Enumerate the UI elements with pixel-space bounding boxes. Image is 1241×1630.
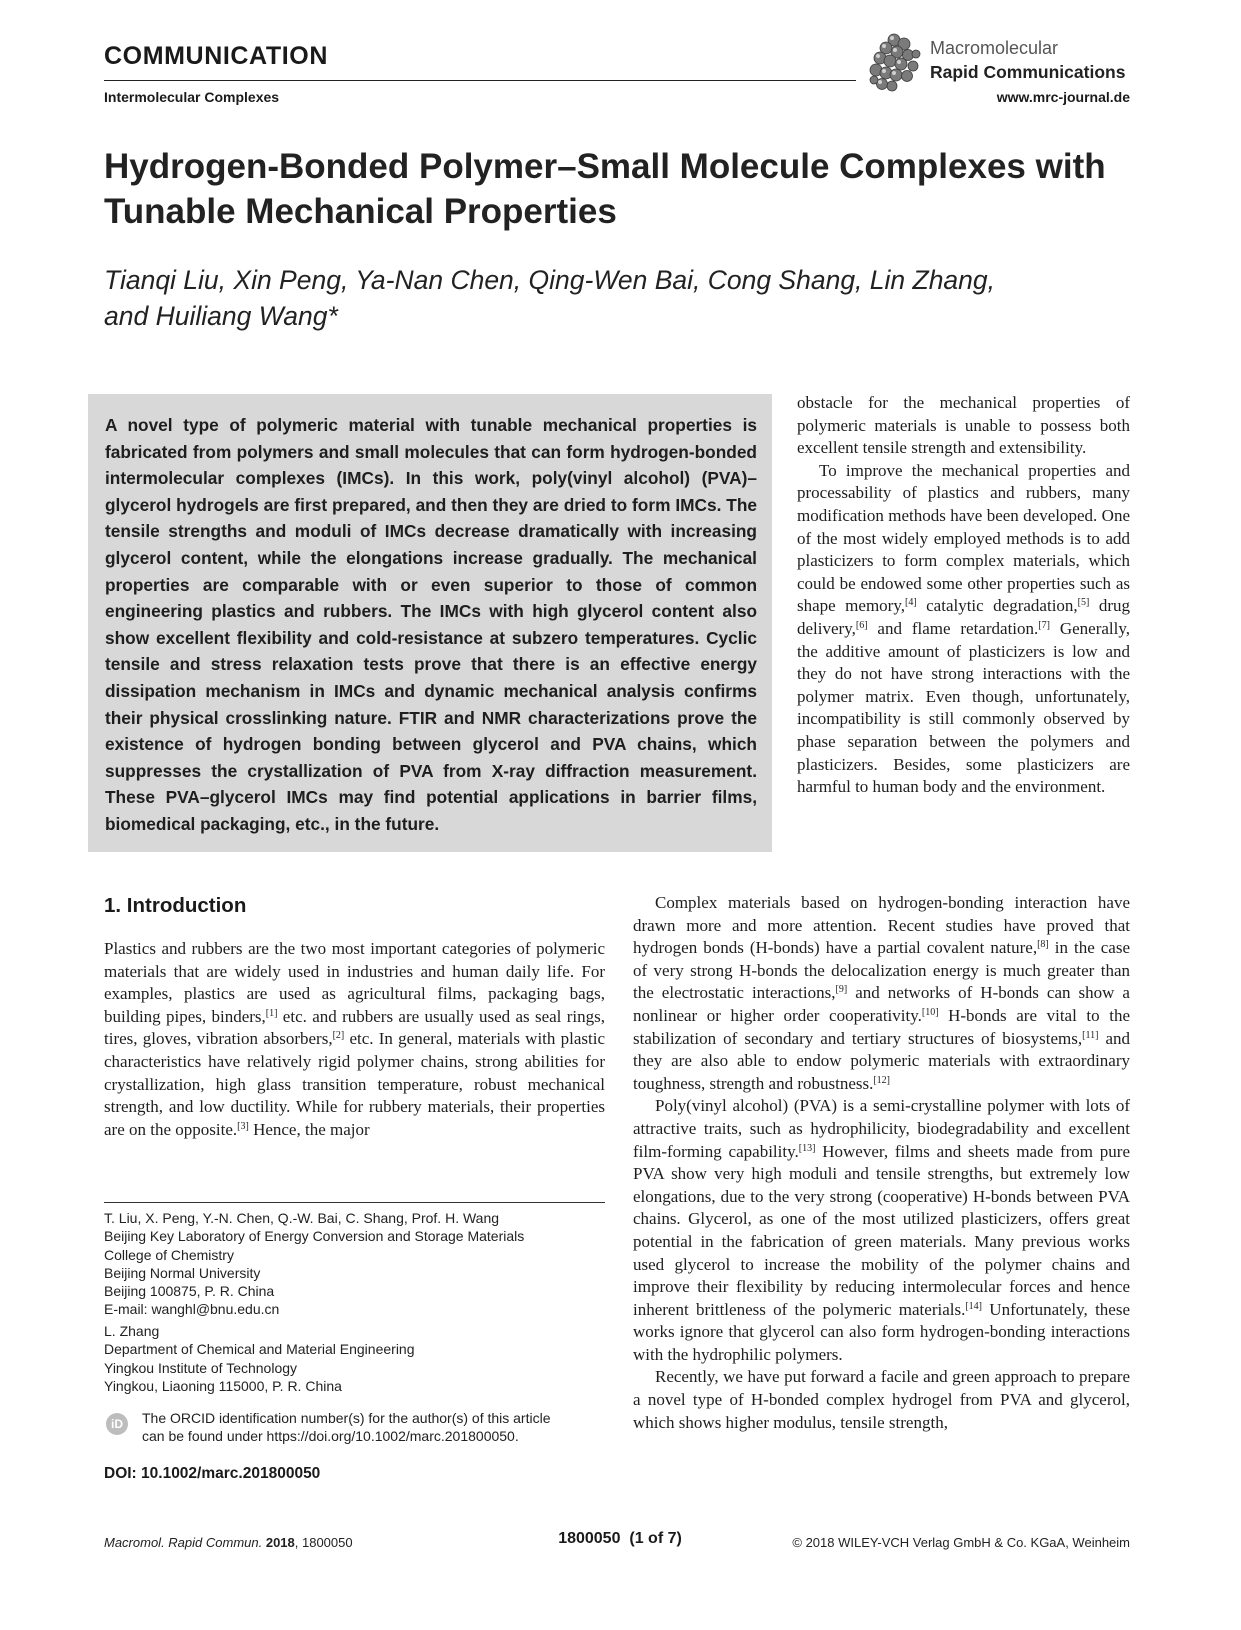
abstract-text: A novel type of polymeric material with tunable mechanical properties is fabricated from polymers and small molecules that can form hydrogen-bonded intermolecular complexes (IMCs). In this work, poly(vinyl alcohol) (PVA)–glycerol hydrogels are first prepared, and then they are dried to form IMCs. The tensile strengths and moduli of IMCs decrease dramatically with increasing glycerol content, while the elongations increase gradually. The mechanical properties are comparable with or even superior to those of common engineering plastics and rubbers. The IMCs with high glycerol content also show excellent flexibility and cold-resistance at subzero temperatures. Cyclic tensile and stress relaxation tests prove that there is an effective energy dissipation mechanism in IMCs and dynamic mechanical analysis confirms their physical crosslinking nature. FTIR and NMR characterizations prove the existence of hydrogen bonding between glycerol and PVA chains, which suppresses the crystallization of PVA from X-ray diffraction measurement. These PVA–glycerol IMCs may find potential applications in barrier films, biomedical packaging, etc., in the future.: [105, 415, 757, 834]
paragraph: To improve the mechanical properties and processability of plastics and rubbers, many modification methods have been developed. One of the most widely employed methods is to add plasticizers to form complex materials, which could be endowed some other properties such as shape memory,[4] catalytic degradation,[5] drug delivery,[6] and flame retardation.[7] Generally, the additive amount of plasticizers is low and they do not have strong interactions with the polymer matrix. Even though, unfortunately, incompatibility is still commonly observed by phase separation between the polymers and plasticizers. Besides, some plasticizers are harmful to human body and the environment.: [797, 460, 1130, 797]
affiliation-block-2: [104, 1322, 605, 1395]
citation[interactable]: [13]: [798, 1142, 816, 1154]
affiliation-line: T. Liu, X. Peng, Y.-N. Chen, Q.-W. Bai, C. Shang, Prof. H. Wang: [104, 1210, 500, 1226]
footer-copyright: © 2018 WILEY-VCH Verlag GmbH & Co. KGaA, Weinheim: [792, 1535, 1130, 1550]
author-list: [104, 262, 1114, 334]
orcid-icon: iD: [106, 1413, 128, 1435]
citation[interactable]: [12]: [873, 1074, 891, 1086]
footnote-rule: [104, 1202, 605, 1203]
journal-name-line1: Macromolecular: [930, 38, 1059, 58]
affiliation-block-1: [104, 1209, 605, 1319]
citation[interactable]: [5]: [1077, 597, 1090, 609]
affiliation-line: Yingkou, Liaoning 115000, P. R. China: [104, 1377, 342, 1394]
citation[interactable]: [2]: [332, 1030, 345, 1042]
paragraph: Poly(vinyl alcohol) (PVA) is a semi-crystalline polymer with lots of attractive traits, such as hydrophilicity, biodegradability and excellent film-forming capability.[13] However, films and sheets made from pure PVA show very high moduli and tensile strengths, but extremely low elongations, due to the very strong (cooperative) H-bonds between PVA chains. Glycerol, as one of the most utilized plasticizers, offers great potential in the fabrication of green materials. Many previous works used glycerol to increase the mobility of the polymer chains and improve their flexibility by reducing intermolecular forces and hence inherent brittleness of the polymeric materials.[14] Unfortunately, these works ignore that glycerol can also form hydrogen-bonding interactions with the hydrophilic polymers.: [633, 1096, 1131, 1364]
citation[interactable]: [7]: [1038, 619, 1050, 631]
citation[interactable]: [11]: [1082, 1029, 1099, 1041]
paragraph: obstacle for the mechanical properties of polymeric materials is unable to possess both excellent tensile strength and extensibility.: [797, 393, 1130, 458]
orcid-link[interactable]: can be found under https://doi.org/10.1002/marc.201800050.: [142, 1428, 519, 1444]
article-title: Hydrogen-Bonded Polymer–Small Molecule Complexes with Tunable Mechanical Properties: [104, 147, 1106, 231]
citation[interactable]: [6]: [855, 619, 868, 631]
journal-name-line2: Rapid Communications: [930, 62, 1126, 82]
email-address[interactable]: E-mail: wanghl@bnu.edu.cn: [104, 1301, 280, 1318]
doi-label[interactable]: DOI: 10.1002/marc.201800050: [104, 1465, 321, 1482]
citation[interactable]: [1]: [265, 1007, 278, 1019]
affiliation-line: College of Chemistry: [104, 1246, 234, 1263]
paragraph: Recently, we have put forward a facile and green approach to prepare a novel type of H-bonded complex hydrogel from PVA and glycerol, which shows higher modulus, tensile strength,: [633, 1367, 1130, 1432]
affiliation-line: L. Zhang: [104, 1323, 160, 1339]
citation[interactable]: [4]: [904, 597, 917, 609]
affiliation-line: Yingkou Institute of Technology: [104, 1359, 298, 1376]
subject-category: Intermolecular Complexes: [104, 89, 280, 105]
page-number: 1800050 (1 of 7): [558, 1530, 682, 1547]
right-column-body: [633, 892, 1130, 1434]
citation[interactable]: [9]: [835, 984, 848, 996]
section-heading: 1. Introduction: [104, 894, 247, 917]
paragraph: Complex materials based on hydrogen-bonding interaction have drawn more and more attention. Recent studies have proved that hydrogen bonds (H-bonds) have a partial covalent nature,[8] in the case of very strong H-bonds the delocalization energy is much greater than the electrostatic interactions,[9] and networks of H-bonds can show a nonlinear or higher order cooperativity.[10] H-bonds are vital to the stabilization of secondary and tertiary structures of biosystems,[11] and they are also able to endow polymeric materials with extraordinary toughness, strength and robustness.[12]: [633, 893, 1131, 1093]
right-column-top: [797, 392, 1130, 799]
citation[interactable]: [14]: [965, 1300, 983, 1312]
affiliation-line: Beijing Normal University: [104, 1264, 261, 1281]
affiliation-line: Department of Chemical and Material Engineering: [104, 1341, 415, 1358]
affiliation-line: Beijing Key Laboratory of Energy Conversion and Storage Materials: [104, 1228, 525, 1245]
citation[interactable]: [8]: [1037, 939, 1049, 951]
paragraph: Plastics and rubbers are the two most important categories of polymeric materials that are widely used in industries and human daily life. For examples, plastics are used as agricultural films, packaging bags, building pipes, binders,[1] etc. and rubbers are usually used as seal rings, tires, gloves, vibration absorbers,[2] etc. In general, materials with plastic characteristics have relatively rigid polymer chains, strong abilities for crystallization, high glass transition temperature, robust mechanical strength, and low ductility. While for rubbery materials, their properties are on the opposite.[3] Hence, the major: [104, 939, 605, 1139]
author-line-1: Tianqi Liu, Xin Peng, Ya-Nan Chen, Qing-Wen Bai, Cong Shang, Lin Zhang,: [104, 265, 996, 295]
citation[interactable]: [10]: [921, 1006, 939, 1018]
affiliation-line: Beijing 100875, P. R. China: [104, 1283, 275, 1300]
section-label: COMMUNICATION: [104, 42, 328, 70]
header-rule: [104, 80, 856, 81]
citation[interactable]: [3]: [237, 1120, 249, 1132]
footer-citation: Macromol. Rapid Commun. 2018, 1800050: [104, 1535, 353, 1550]
orcid-note: The ORCID identification number(s) for the author(s) of this article can be found under https://doi.org/10.1002/marc.201800050.: [142, 1409, 612, 1445]
introduction-paragraph: [104, 938, 605, 1141]
journal-url[interactable]: www.mrc-journal.de: [996, 89, 1130, 105]
molecule-cluster-logo-icon: [866, 30, 928, 94]
author-line-2: and Huiliang Wang*: [104, 301, 338, 331]
